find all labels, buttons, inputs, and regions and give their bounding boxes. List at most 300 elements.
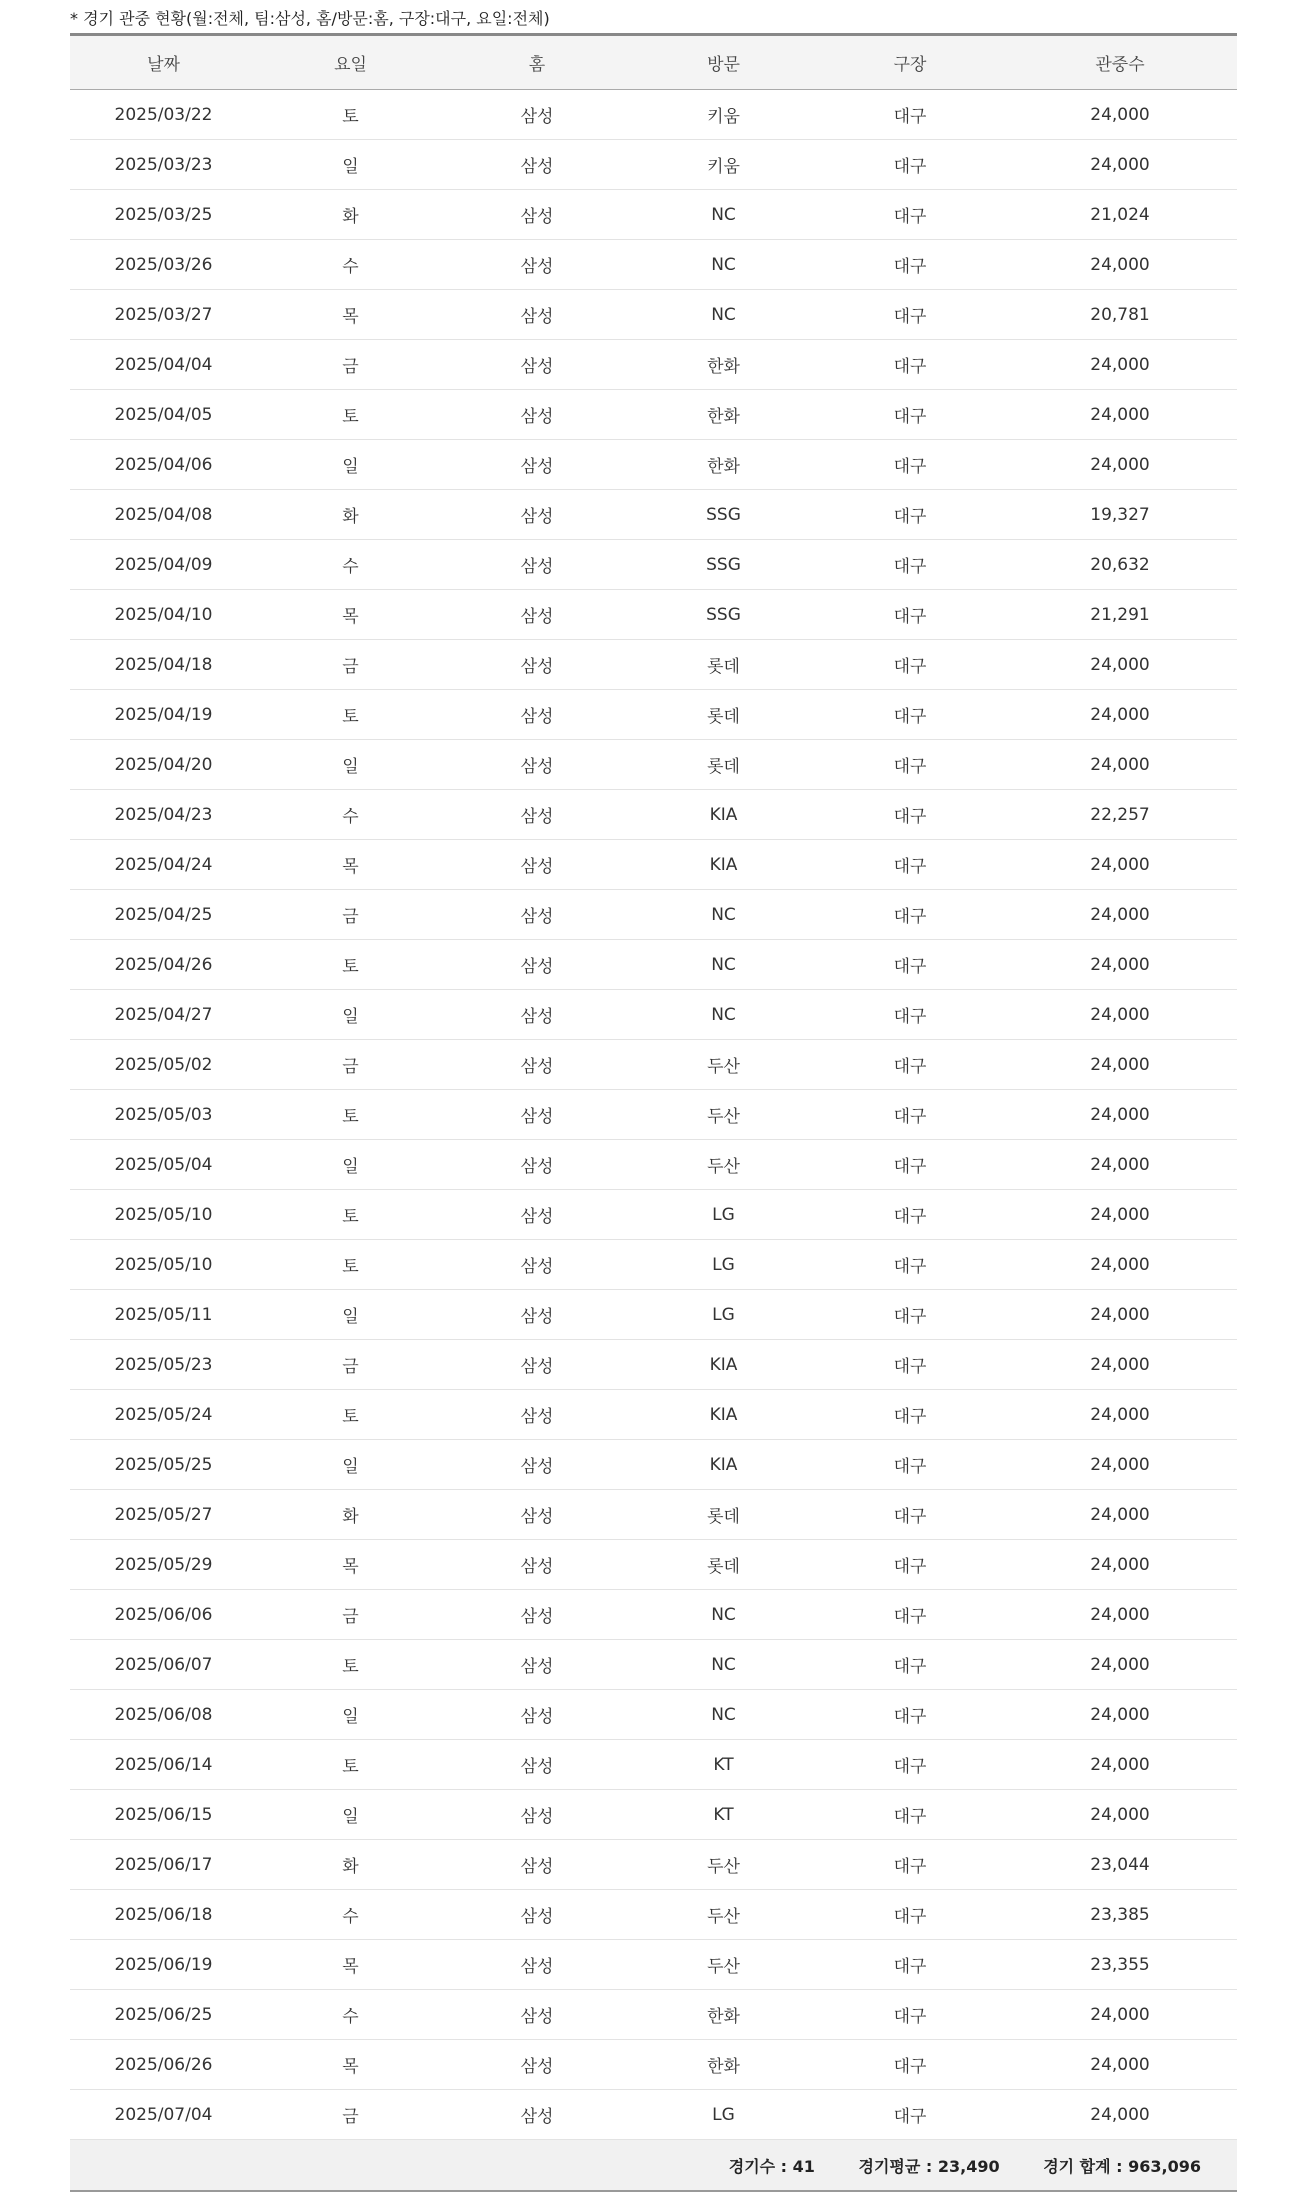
table-row <box>70 1340 1237 1390</box>
cell-stadium: 대구 <box>817 1840 1003 1890</box>
attendance-table-container <box>70 33 1237 2192</box>
cell-attendance: 23,385 <box>1003 1890 1237 1940</box>
cell-weekday: 금 <box>257 2090 444 2140</box>
cell-away: 두산 <box>630 1840 817 1890</box>
summary-average: 경기평균 : 23,490 <box>858 2156 1000 2176</box>
column-header-stadium: 구장 <box>817 35 1003 90</box>
cell-away: SSG <box>630 490 817 540</box>
table-row <box>70 1140 1237 1190</box>
cell-away: 한화 <box>630 340 817 390</box>
cell-away: NC <box>630 940 817 990</box>
cell-stadium: 대구 <box>817 640 1003 690</box>
table-row <box>70 890 1237 940</box>
cell-weekday: 화 <box>257 1840 444 1890</box>
header-row <box>70 35 1237 90</box>
column-header-home: 홈 <box>444 35 630 90</box>
cell-attendance: 24,000 <box>1003 1090 1237 1140</box>
cell-date: 2025/04/10 <box>70 590 257 640</box>
cell-attendance: 24,000 <box>1003 1540 1237 1590</box>
column-header-date: 날짜 <box>70 35 257 90</box>
cell-stadium: 대구 <box>817 1290 1003 1340</box>
cell-attendance: 24,000 <box>1003 90 1237 140</box>
cell-home: 삼성 <box>444 340 630 390</box>
cell-date: 2025/05/10 <box>70 1240 257 1290</box>
cell-date: 2025/05/23 <box>70 1340 257 1390</box>
cell-date: 2025/05/24 <box>70 1390 257 1440</box>
cell-weekday: 목 <box>257 1540 444 1590</box>
table-row <box>70 2040 1237 2090</box>
cell-weekday: 일 <box>257 140 444 190</box>
cell-date: 2025/05/10 <box>70 1190 257 1240</box>
cell-home: 삼성 <box>444 1040 630 1090</box>
cell-stadium: 대구 <box>817 1440 1003 1490</box>
cell-away: LG <box>630 2090 817 2140</box>
cell-home: 삼성 <box>444 440 630 490</box>
summary-total: 경기 합계 : 963,096 <box>1043 2156 1201 2176</box>
cell-home: 삼성 <box>444 740 630 790</box>
cell-away: NC <box>630 1590 817 1640</box>
cell-home: 삼성 <box>444 1190 630 1240</box>
cell-away: 두산 <box>630 1040 817 1090</box>
cell-away: 롯데 <box>630 740 817 790</box>
cell-attendance: 21,291 <box>1003 590 1237 640</box>
cell-home: 삼성 <box>444 840 630 890</box>
cell-away: NC <box>630 890 817 940</box>
cell-attendance: 24,000 <box>1003 740 1237 790</box>
cell-stadium: 대구 <box>817 890 1003 940</box>
cell-stadium: 대구 <box>817 1390 1003 1440</box>
cell-stadium: 대구 <box>817 990 1003 1040</box>
cell-stadium: 대구 <box>817 2040 1003 2090</box>
cell-date: 2025/04/19 <box>70 690 257 740</box>
table-row <box>70 1690 1237 1740</box>
cell-date: 2025/05/27 <box>70 1490 257 1540</box>
cell-weekday: 화 <box>257 190 444 240</box>
cell-away: 두산 <box>630 1890 817 1940</box>
cell-attendance: 24,000 <box>1003 390 1237 440</box>
cell-date: 2025/05/03 <box>70 1090 257 1140</box>
cell-home: 삼성 <box>444 1740 630 1790</box>
cell-weekday: 토 <box>257 1190 444 1240</box>
cell-attendance: 22,257 <box>1003 790 1237 840</box>
cell-weekday: 토 <box>257 1640 444 1690</box>
cell-date: 2025/04/06 <box>70 440 257 490</box>
column-header-weekday: 요일 <box>257 35 444 90</box>
table-row <box>70 290 1237 340</box>
cell-stadium: 대구 <box>817 390 1003 440</box>
cell-away: NC <box>630 990 817 1040</box>
cell-away: LG <box>630 1190 817 1240</box>
cell-away: NC <box>630 190 817 240</box>
cell-stadium: 대구 <box>817 290 1003 340</box>
cell-home: 삼성 <box>444 940 630 990</box>
table-row <box>70 940 1237 990</box>
cell-stadium: 대구 <box>817 1740 1003 1790</box>
cell-home: 삼성 <box>444 290 630 340</box>
cell-weekday: 토 <box>257 690 444 740</box>
cell-home: 삼성 <box>444 1340 630 1390</box>
cell-home: 삼성 <box>444 1490 630 1540</box>
cell-attendance: 24,000 <box>1003 840 1237 890</box>
cell-date: 2025/03/25 <box>70 190 257 240</box>
cell-away: KIA <box>630 1390 817 1440</box>
cell-away: 한화 <box>630 390 817 440</box>
cell-home: 삼성 <box>444 1290 630 1340</box>
cell-weekday: 일 <box>257 1440 444 1490</box>
cell-attendance: 24,000 <box>1003 1740 1237 1790</box>
cell-away: 롯데 <box>630 690 817 740</box>
cell-attendance: 24,000 <box>1003 690 1237 740</box>
cell-date: 2025/06/17 <box>70 1840 257 1890</box>
table-caption: * 경기 관중 현황(월:전체, 팀:삼성, 홈/방문:홈, 구장:대구, 요일:전체) <box>70 9 550 28</box>
cell-home: 삼성 <box>444 1090 630 1140</box>
cell-away: 키움 <box>630 140 817 190</box>
cell-away: NC <box>630 1690 817 1740</box>
cell-away: 롯데 <box>630 640 817 690</box>
table-row <box>70 1540 1237 1590</box>
cell-home: 삼성 <box>444 1240 630 1290</box>
cell-weekday: 토 <box>257 1390 444 1440</box>
cell-home: 삼성 <box>444 1640 630 1690</box>
cell-home: 삼성 <box>444 1540 630 1590</box>
cell-date: 2025/05/25 <box>70 1440 257 1490</box>
cell-away: 키움 <box>630 90 817 140</box>
cell-stadium: 대구 <box>817 1090 1003 1140</box>
table-row <box>70 1590 1237 1640</box>
cell-weekday: 수 <box>257 790 444 840</box>
cell-date: 2025/05/02 <box>70 1040 257 1090</box>
cell-away: 두산 <box>630 1090 817 1140</box>
table-footer <box>70 2140 1237 2192</box>
cell-home: 삼성 <box>444 1140 630 1190</box>
cell-attendance: 24,000 <box>1003 1240 1237 1290</box>
cell-away: 한화 <box>630 440 817 490</box>
cell-stadium: 대구 <box>817 1140 1003 1190</box>
cell-date: 2025/06/18 <box>70 1890 257 1940</box>
cell-date: 2025/06/15 <box>70 1790 257 1840</box>
cell-attendance: 24,000 <box>1003 240 1237 290</box>
cell-home: 삼성 <box>444 2040 630 2090</box>
table-row <box>70 1190 1237 1240</box>
cell-stadium: 대구 <box>817 1490 1003 1540</box>
table-row <box>70 690 1237 740</box>
cell-weekday: 토 <box>257 1740 444 1790</box>
cell-home: 삼성 <box>444 490 630 540</box>
table-row <box>70 340 1237 390</box>
cell-weekday: 금 <box>257 1590 444 1640</box>
cell-weekday: 토 <box>257 940 444 990</box>
cell-weekday: 일 <box>257 1290 444 1340</box>
cell-weekday: 토 <box>257 1240 444 1290</box>
cell-home: 삼성 <box>444 1890 630 1940</box>
cell-weekday: 화 <box>257 1490 444 1540</box>
cell-weekday: 금 <box>257 1340 444 1390</box>
cell-stadium: 대구 <box>817 1890 1003 1940</box>
cell-weekday: 수 <box>257 540 444 590</box>
cell-away: NC <box>630 240 817 290</box>
cell-date: 2025/06/08 <box>70 1690 257 1740</box>
cell-date: 2025/07/04 <box>70 2090 257 2140</box>
table-row <box>70 90 1237 140</box>
cell-weekday: 금 <box>257 640 444 690</box>
cell-home: 삼성 <box>444 240 630 290</box>
cell-stadium: 대구 <box>817 190 1003 240</box>
cell-home: 삼성 <box>444 1390 630 1440</box>
table-row <box>70 1290 1237 1340</box>
table-row <box>70 1890 1237 1940</box>
cell-date: 2025/06/07 <box>70 1640 257 1690</box>
table-row <box>70 540 1237 590</box>
cell-weekday: 일 <box>257 1140 444 1190</box>
table-row <box>70 990 1237 1040</box>
cell-date: 2025/04/05 <box>70 390 257 440</box>
table-row <box>70 440 1237 490</box>
cell-away: 두산 <box>630 1140 817 1190</box>
cell-home: 삼성 <box>444 1590 630 1640</box>
cell-attendance: 23,044 <box>1003 1840 1237 1890</box>
cell-away: NC <box>630 1640 817 1690</box>
table-row <box>70 790 1237 840</box>
cell-weekday: 금 <box>257 1040 444 1090</box>
cell-date: 2025/03/22 <box>70 90 257 140</box>
cell-stadium: 대구 <box>817 1590 1003 1640</box>
cell-weekday: 토 <box>257 1090 444 1140</box>
cell-away: KT <box>630 1790 817 1840</box>
cell-attendance: 24,000 <box>1003 140 1237 190</box>
cell-date: 2025/05/04 <box>70 1140 257 1190</box>
cell-attendance: 24,000 <box>1003 1140 1237 1190</box>
cell-attendance: 19,327 <box>1003 490 1237 540</box>
cell-attendance: 24,000 <box>1003 940 1237 990</box>
cell-weekday: 수 <box>257 240 444 290</box>
cell-date: 2025/04/23 <box>70 790 257 840</box>
cell-stadium: 대구 <box>817 340 1003 390</box>
cell-date: 2025/03/27 <box>70 290 257 340</box>
cell-stadium: 대구 <box>817 790 1003 840</box>
cell-home: 삼성 <box>444 990 630 1040</box>
cell-attendance: 24,000 <box>1003 2090 1237 2140</box>
cell-stadium: 대구 <box>817 1990 1003 2040</box>
cell-weekday: 목 <box>257 1940 444 1990</box>
table-row <box>70 240 1237 290</box>
cell-weekday: 금 <box>257 890 444 940</box>
cell-home: 삼성 <box>444 390 630 440</box>
cell-date: 2025/04/24 <box>70 840 257 890</box>
cell-away: KIA <box>630 1340 817 1390</box>
table-row <box>70 840 1237 890</box>
cell-date: 2025/03/26 <box>70 240 257 290</box>
cell-stadium: 대구 <box>817 1240 1003 1290</box>
cell-attendance: 24,000 <box>1003 990 1237 1040</box>
column-header-attendance: 관중수 <box>1003 35 1237 90</box>
cell-date: 2025/06/26 <box>70 2040 257 2090</box>
cell-stadium: 대구 <box>817 2090 1003 2140</box>
cell-attendance: 24,000 <box>1003 1590 1237 1640</box>
cell-date: 2025/06/06 <box>70 1590 257 1640</box>
attendance-table <box>70 33 1237 2192</box>
cell-date: 2025/04/25 <box>70 890 257 940</box>
table-row <box>70 140 1237 190</box>
cell-attendance: 24,000 <box>1003 2040 1237 2090</box>
table-header <box>70 35 1237 90</box>
table-row <box>70 1990 1237 2040</box>
cell-away: LG <box>630 1290 817 1340</box>
cell-weekday: 일 <box>257 440 444 490</box>
cell-weekday: 목 <box>257 2040 444 2090</box>
cell-date: 2025/06/25 <box>70 1990 257 2040</box>
cell-stadium: 대구 <box>817 740 1003 790</box>
cell-weekday: 수 <box>257 1890 444 1940</box>
cell-stadium: 대구 <box>817 1040 1003 1090</box>
cell-stadium: 대구 <box>817 940 1003 990</box>
table-row <box>70 640 1237 690</box>
cell-attendance: 24,000 <box>1003 1290 1237 1340</box>
cell-date: 2025/04/08 <box>70 490 257 540</box>
cell-home: 삼성 <box>444 140 630 190</box>
table-row <box>70 1390 1237 1440</box>
cell-weekday: 일 <box>257 740 444 790</box>
cell-weekday: 일 <box>257 1690 444 1740</box>
cell-home: 삼성 <box>444 1940 630 1990</box>
cell-attendance: 24,000 <box>1003 1040 1237 1090</box>
cell-attendance: 24,000 <box>1003 1340 1237 1390</box>
cell-attendance: 24,000 <box>1003 1190 1237 1240</box>
cell-home: 삼성 <box>444 1840 630 1890</box>
cell-weekday: 금 <box>257 340 444 390</box>
cell-away: 두산 <box>630 1940 817 1990</box>
summary-row <box>70 2140 1237 2192</box>
cell-away: KT <box>630 1740 817 1790</box>
cell-stadium: 대구 <box>817 1640 1003 1690</box>
cell-home: 삼성 <box>444 640 630 690</box>
cell-date: 2025/04/20 <box>70 740 257 790</box>
cell-home: 삼성 <box>444 1690 630 1740</box>
cell-away: SSG <box>630 540 817 590</box>
cell-stadium: 대구 <box>817 1790 1003 1840</box>
table-body <box>70 90 1237 2140</box>
cell-home: 삼성 <box>444 1990 630 2040</box>
cell-date: 2025/06/14 <box>70 1740 257 1790</box>
cell-weekday: 목 <box>257 290 444 340</box>
cell-away: KIA <box>630 1440 817 1490</box>
table-row <box>70 1490 1237 1540</box>
cell-attendance: 24,000 <box>1003 340 1237 390</box>
cell-stadium: 대구 <box>817 90 1003 140</box>
cell-date: 2025/05/29 <box>70 1540 257 1590</box>
table-row <box>70 1840 1237 1890</box>
cell-attendance: 24,000 <box>1003 1990 1237 2040</box>
table-row <box>70 1740 1237 1790</box>
table-row <box>70 1940 1237 1990</box>
cell-date: 2025/04/26 <box>70 940 257 990</box>
cell-home: 삼성 <box>444 890 630 940</box>
cell-stadium: 대구 <box>817 1340 1003 1390</box>
table-row <box>70 1790 1237 1840</box>
summary-game-count: 경기수 : 41 <box>728 2156 815 2176</box>
cell-stadium: 대구 <box>817 840 1003 890</box>
cell-date: 2025/04/27 <box>70 990 257 1040</box>
column-header-away: 방문 <box>630 35 817 90</box>
table-row <box>70 1640 1237 1690</box>
cell-weekday: 토 <box>257 390 444 440</box>
table-row <box>70 1440 1237 1490</box>
cell-stadium: 대구 <box>817 590 1003 640</box>
table-row <box>70 1090 1237 1140</box>
cell-attendance: 21,024 <box>1003 190 1237 240</box>
cell-attendance: 24,000 <box>1003 1390 1237 1440</box>
cell-stadium: 대구 <box>817 140 1003 190</box>
cell-attendance: 23,355 <box>1003 1940 1237 1990</box>
cell-away: KIA <box>630 790 817 840</box>
cell-away: NC <box>630 290 817 340</box>
cell-stadium: 대구 <box>817 540 1003 590</box>
cell-weekday: 수 <box>257 1990 444 2040</box>
cell-date: 2025/05/11 <box>70 1290 257 1340</box>
cell-weekday: 목 <box>257 840 444 890</box>
cell-date: 2025/06/19 <box>70 1940 257 1990</box>
cell-home: 삼성 <box>444 1790 630 1840</box>
cell-stadium: 대구 <box>817 490 1003 540</box>
table-row <box>70 1040 1237 1090</box>
cell-stadium: 대구 <box>817 1540 1003 1590</box>
cell-attendance: 24,000 <box>1003 640 1237 690</box>
cell-stadium: 대구 <box>817 240 1003 290</box>
cell-weekday: 화 <box>257 490 444 540</box>
cell-stadium: 대구 <box>817 1190 1003 1240</box>
cell-date: 2025/04/09 <box>70 540 257 590</box>
cell-weekday: 일 <box>257 990 444 1040</box>
table-row <box>70 2090 1237 2140</box>
cell-attendance: 20,781 <box>1003 290 1237 340</box>
cell-weekday: 토 <box>257 90 444 140</box>
cell-attendance: 24,000 <box>1003 1690 1237 1740</box>
cell-attendance: 24,000 <box>1003 1790 1237 1840</box>
table-row <box>70 590 1237 640</box>
cell-date: 2025/03/23 <box>70 140 257 190</box>
cell-home: 삼성 <box>444 190 630 240</box>
cell-home: 삼성 <box>444 90 630 140</box>
cell-home: 삼성 <box>444 1440 630 1490</box>
table-row <box>70 1240 1237 1290</box>
cell-stadium: 대구 <box>817 1690 1003 1740</box>
cell-away: 롯데 <box>630 1540 817 1590</box>
cell-home: 삼성 <box>444 2090 630 2140</box>
cell-stadium: 대구 <box>817 690 1003 740</box>
table-row <box>70 740 1237 790</box>
cell-away: 한화 <box>630 2040 817 2090</box>
cell-attendance: 24,000 <box>1003 1640 1237 1690</box>
cell-attendance: 24,000 <box>1003 1490 1237 1540</box>
table-row <box>70 190 1237 240</box>
cell-away: SSG <box>630 590 817 640</box>
cell-stadium: 대구 <box>817 1940 1003 1990</box>
cell-weekday: 목 <box>257 590 444 640</box>
cell-away: 롯데 <box>630 1490 817 1540</box>
summary-cell <box>70 2140 1237 2192</box>
cell-stadium: 대구 <box>817 440 1003 490</box>
cell-away: KIA <box>630 840 817 890</box>
cell-attendance: 24,000 <box>1003 440 1237 490</box>
cell-attendance: 24,000 <box>1003 1440 1237 1490</box>
cell-date: 2025/04/18 <box>70 640 257 690</box>
cell-home: 삼성 <box>444 590 630 640</box>
cell-date: 2025/04/04 <box>70 340 257 390</box>
cell-away: 한화 <box>630 1990 817 2040</box>
cell-away: LG <box>630 1240 817 1290</box>
cell-weekday: 일 <box>257 1790 444 1840</box>
cell-home: 삼성 <box>444 790 630 840</box>
cell-home: 삼성 <box>444 540 630 590</box>
